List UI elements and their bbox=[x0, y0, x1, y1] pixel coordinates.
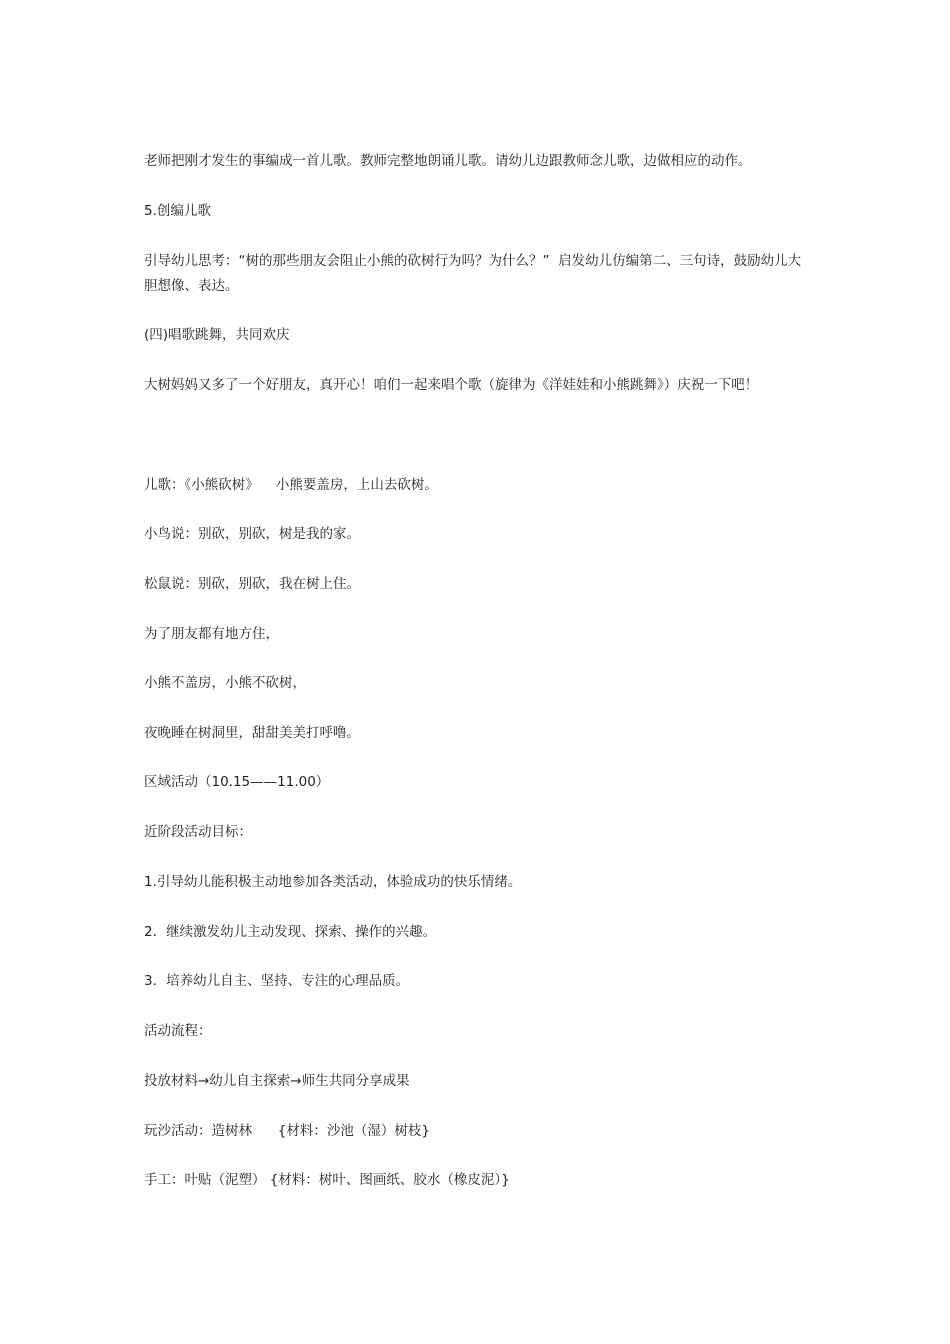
activity-flow-steps: 投放材料→幼儿自主探索→师生共同分享成果 bbox=[144, 1073, 410, 1089]
goal-item-1: 1.引导幼儿能积极主动地参加各类活动，体验成功的快乐情绪。 bbox=[144, 874, 522, 890]
song-line-squirrel: 松鼠说：别砍，别砍，我在树上住。 bbox=[144, 576, 360, 592]
song-line-night: 夜晚睡在树洞里，甜甜美美打呼噜。 bbox=[144, 725, 360, 741]
song-line-friends: 为了朋友都有地方住， bbox=[144, 626, 279, 642]
song-line-bird: 小鸟说：别砍，别砍，树是我的家。 bbox=[144, 526, 360, 542]
song-line-no-house: 小熊不盖房，小熊不砍树， bbox=[144, 675, 306, 691]
heading-stage-goals: 近阶段活动目标： bbox=[144, 824, 252, 840]
heading-create-song: 5.创编儿歌 bbox=[144, 203, 211, 219]
heading-area-activity: 区域活动（10.15——11.00） bbox=[144, 774, 330, 790]
paragraph-celebrate: 大树妈妈又多了一个好朋友，真开心！咱们一起来唱个歌（旋律为《洋娃娃和小熊跳舞》）庆祝一下吧！ bbox=[144, 377, 759, 393]
heading-activity-flow: 活动流程： bbox=[144, 1023, 212, 1039]
heading-sing-dance: (四)唱歌跳舞，共同欢庆 bbox=[144, 327, 290, 343]
goal-item-3: 3．培养幼儿自主、坚持、专注的心理品质。 bbox=[144, 973, 410, 989]
handcraft-activity: 手工：叶贴（泥塑） {材料：树叶、图画纸、胶水（橡皮泥）} bbox=[144, 1172, 510, 1188]
sand-play-activity: 玩沙活动：造树林 {材料：沙池（湿）树枝} bbox=[144, 1123, 430, 1139]
paragraph-recite-song: 老师把刚才发生的事编成一首儿歌。教师完整地朗诵儿歌。请幼儿边跟教师念儿歌，边做相应的动作。 bbox=[144, 153, 752, 169]
goal-item-2: 2．继续激发幼儿主动发现、探索、操作的兴趣。 bbox=[144, 924, 437, 940]
paragraph-guide-thinking: 引导幼儿思考：“树的那些朋友会阻止小熊的砍树行为吗？为什么？” 启发幼儿仿编第二、三句诗，鼓励幼儿大胆想像、表达。 bbox=[144, 253, 802, 294]
song-title-line: 儿歌：《小熊砍树》 小熊要盖房，上山去砍树。 bbox=[144, 477, 438, 493]
